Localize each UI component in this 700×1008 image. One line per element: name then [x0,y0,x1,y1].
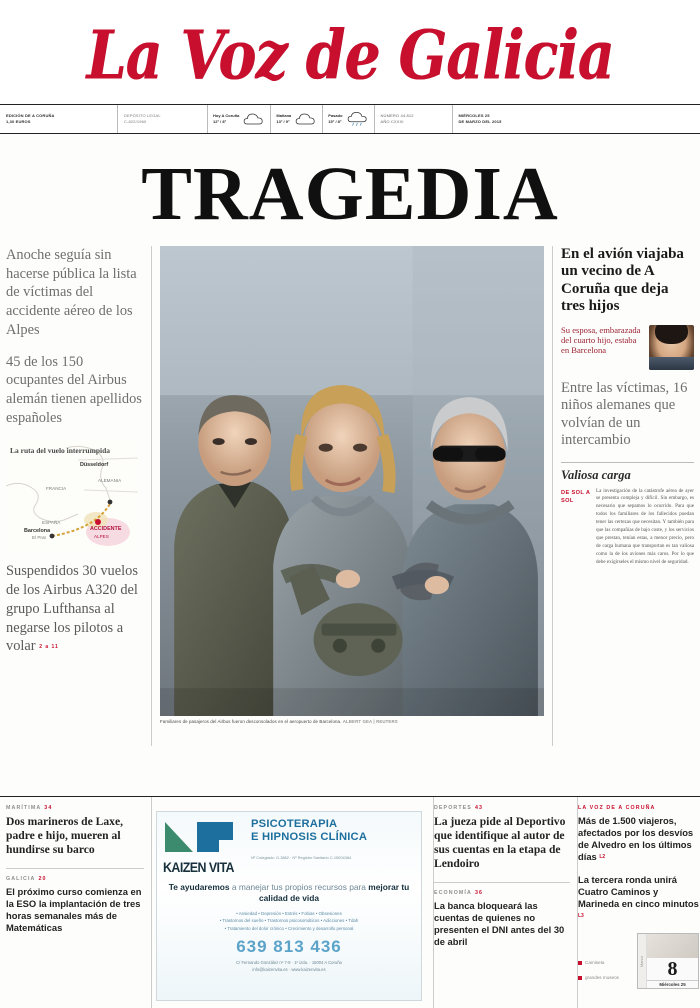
promotions-list [578,960,632,989]
right-headline-2: Entre las víctimas, 16 niños alemanes que volvían de un intercambio [561,379,688,449]
map-label-spain: ESPAÑA [42,520,61,526]
kicker-deportes-page: 43 [474,805,484,811]
bottom-headline-deportes: La jueza pide al Deportivo que identifique al autor de sus cuentas en la etapa de Lendoiro [434,815,566,870]
calendar-month: Marzo [639,955,645,967]
main-photo-graphic [160,246,544,716]
masthead [0,0,700,104]
left-lede-3-pages: 2 a 11 [39,644,59,651]
bottom-headline-maritima: Dos marineros de Laxe, padre e hijo, mueren al hundirse su barco [6,815,124,856]
advert-banner [251,818,415,860]
edition-cell [0,105,118,133]
kicker-economia-page: 36 [474,889,484,896]
weather-tomorrow [271,105,323,133]
kicker-maritima-page: 34 [44,805,53,811]
info-bar [0,104,700,134]
advert-address [157,960,421,973]
opinion-column-signature: DE SOL A SOL [561,489,591,504]
map-label-france: FRANCIA [46,486,67,492]
issue-number-line-2: AÑO CXXXI [380,119,404,124]
weather-tomorrow-temps: 13° / 9° [276,119,290,124]
issue-number-cell [375,105,453,133]
victim-portrait-photo [649,325,694,370]
date-cell [453,105,563,133]
kicker-maritima-label: MARÍTIMA [6,805,42,811]
calendar-spine [638,934,647,988]
advert-list-3: • Tratamiento del dolor crónico • Crecimiento y desarrollo personal [224,925,354,931]
local-headline-1-page: L2 [599,854,606,861]
bullet-square-icon [578,976,582,980]
opinion-column-text: La investigación de la catástrofe aérea de ayer se presenta compleja y difícil. Sin embargo, es necesario que sepamos lo ocurrido. Para que todos los familiares de los fallecidos puedan tener las certezas que necesitan. Y también para que las compañías de bajo coste, y los servicios que prestan, tenían estas, a menor precio, pero de carga humana que transportan es tan valiosa como la de los aviones más caros. Por lo que debe exigírseles el mismo nivel de seguridad. [596,487,694,565]
advert-claim-2a: recursos para [314,882,369,892]
left-lede-2: 45 de los 150 ocupantes del Airbus alemán tienen apellidos españoles [6,353,142,426]
cloud-rain-icon [347,111,369,127]
weather-today-temps: 12° / 8° [213,119,227,124]
legal-deposit-cell [118,105,208,133]
calendar-main [647,934,698,988]
advert-service-2: E HIPNOSIS CLÍNICA [251,830,368,843]
kicker-galicia [6,876,144,882]
opinion-column-body [561,488,694,567]
center-column [152,246,552,746]
advert-registration: Nº Colegiado: G-3862 · Nº Registro Sanitario C-15004384 [251,855,352,861]
map-label-origin: Barcelona [24,528,51,535]
map-label-destination: Düsseldorf [80,462,109,469]
bottom-strip [0,796,700,1008]
map-label-origin-sub: El Prat [32,535,46,541]
legal-line-2: C-822/1960 [124,119,147,124]
left-lede-1: Anoche seguía sin hacerse pública la lista de víctimas del accidente aéreo de los Alpes [6,247,137,338]
edition-line-1: EDICIÓN DE A CORUÑA [6,112,55,118]
calendar-widget [637,933,699,989]
right-column [552,246,694,746]
photo-caption-text: Familiares de pasajeros del Airbus fueron desconsolados en el aeropuerto de Barcelona. [160,719,342,724]
date-line-1: MIÉRCOLES 25 [458,112,490,118]
map-caption: La ruta del vuelo interrumpida [10,446,111,456]
advert-claim-2b: mejorar tu calidad de vida [258,882,410,904]
main-photo [160,246,544,716]
left-lede-3-text: Suspendidos 30 vuelos de los Airbus A320 del grupo Lufthansa al negarse los pilotos a volar [6,563,138,655]
advert-claim [157,882,421,905]
weather-today [208,105,271,133]
advert-claim-1a: Te ayudaremos [168,882,230,892]
weather-tomorrow-city: Mañana [276,113,292,118]
bottom-column-advert [152,797,434,1008]
advert-brand: KAIZEN VITA [163,860,234,875]
map-label-germany: ALEMANIA [98,478,122,484]
headline-area [0,134,700,246]
local-headline-2-page: L3 [578,913,584,920]
legal-line-1: DEPÓSITO LEGAL [124,112,161,118]
weather-day-after [323,105,374,133]
cloud-icon [295,111,317,127]
flight-route-map [6,440,138,552]
divider [6,868,144,869]
weather-day-after-temps: 15° / 8° [328,119,342,124]
advert-list-2: • Trastornos del sueño • Trastornos psicosomáticos • Adicciones • Tdah [219,918,359,924]
advert-phone[interactable]: 639 813 436 [236,937,342,957]
issue-number-line-1: NÚMERO 44.812 [380,112,414,118]
right-headline-1: En el avión viajaba un vecino de A Coruña que deja tres hijos [561,246,684,315]
left-lede-3 [6,562,143,656]
calendar-day: Miércoles 25 [647,980,698,988]
promotions-row [578,933,699,989]
main-content-grid [0,246,700,746]
promo-item-1-text: Camiseta [585,959,605,965]
kicker-galicia-page: 20 [38,875,47,882]
photo-caption [160,716,544,724]
main-headline: TRAGEDIA [141,152,559,236]
map-label-crash: ACCIDENTE [90,526,122,533]
edition-line-2: 1,30 EUROS [6,119,31,124]
local-headline-2-text: La tercera ronda unirá Cuatro Caminos y Marineda en cinco minutos [578,874,699,910]
advert-logo [163,818,245,875]
kicker-galicia-label: GALICIA [6,875,36,882]
map-label-crash-sub: ALPES [94,534,109,540]
divider [434,882,570,883]
advert-service-1: PSICOTERAPIA [251,818,338,830]
kicker-economia-label: ECONOMÍA [434,889,472,896]
advert-address-1: C/ Fernando González nº 7-9 · 1º izda. · 15004 A Coruña [236,960,342,966]
promo-item-1[interactable] [578,960,632,967]
weather-day-after-city: Pasado [328,113,343,118]
bottom-column-1 [6,797,152,1008]
local-headline-2 [578,874,699,922]
advert-top [157,812,421,875]
advert-address-2[interactable]: info@kaizenvita.es · www.kaizenvita.es [252,966,326,972]
bottom-column-3 [434,797,578,1008]
advert-services-list [157,910,421,933]
kicker-la-voz-coruna: LA VOZ DE A CORUÑA [578,805,656,811]
promo-item-2-text: grandes museos [585,974,619,980]
opinion-column-title: Valiosa carga [561,462,694,483]
local-headline-1-text: Más de 1.500 viajeros, afectados por los desvíos de Alvedro en los últimos días [578,815,694,863]
map-graphic [6,440,138,552]
right-subtext-1: Su esposa, embarazada del cuarto hijo, estaba en Barcelona [561,324,641,356]
advertisement[interactable] [156,811,422,1001]
bullet-square-icon [578,961,582,965]
kicker-deportes [434,805,570,811]
right-subitem-1 [561,325,694,370]
bottom-headline-galicia: El próximo curso comienza en la ESO la implantación de tres horas semanales más de Matemáticas [6,885,142,933]
date-line-2: DE MARZO DEL 2015 [458,119,502,124]
promo-item-2[interactable] [578,975,632,982]
kicker-economia [434,890,570,896]
newspaper-title: La Voz de Galicia [86,15,614,95]
calendar-image [647,934,698,958]
bottom-column-local [578,797,700,1008]
local-headline-1 [578,815,699,863]
calendar-number: 8 [667,958,678,981]
cloud-icon [243,111,265,127]
bottom-headline-economia: La banca bloqueará las cuentas de quienes no presenten el DNI antes del 30 de abril [434,899,565,947]
kicker-maritima [6,805,144,811]
advert-list-1: • Ansiedad • Depresión • Estrés • Fobias • Obsesiones [236,910,342,916]
kaizen-logo-icon [163,818,235,854]
photo-credit: ALBERT GEA | REUTERS [342,719,398,724]
advert-claim-1b: a manejar tus propios [229,882,313,892]
left-column [6,246,152,746]
weather-today-city: Hoy A Coruña [213,113,240,118]
kicker-deportes-label: DEPORTES [434,805,472,811]
